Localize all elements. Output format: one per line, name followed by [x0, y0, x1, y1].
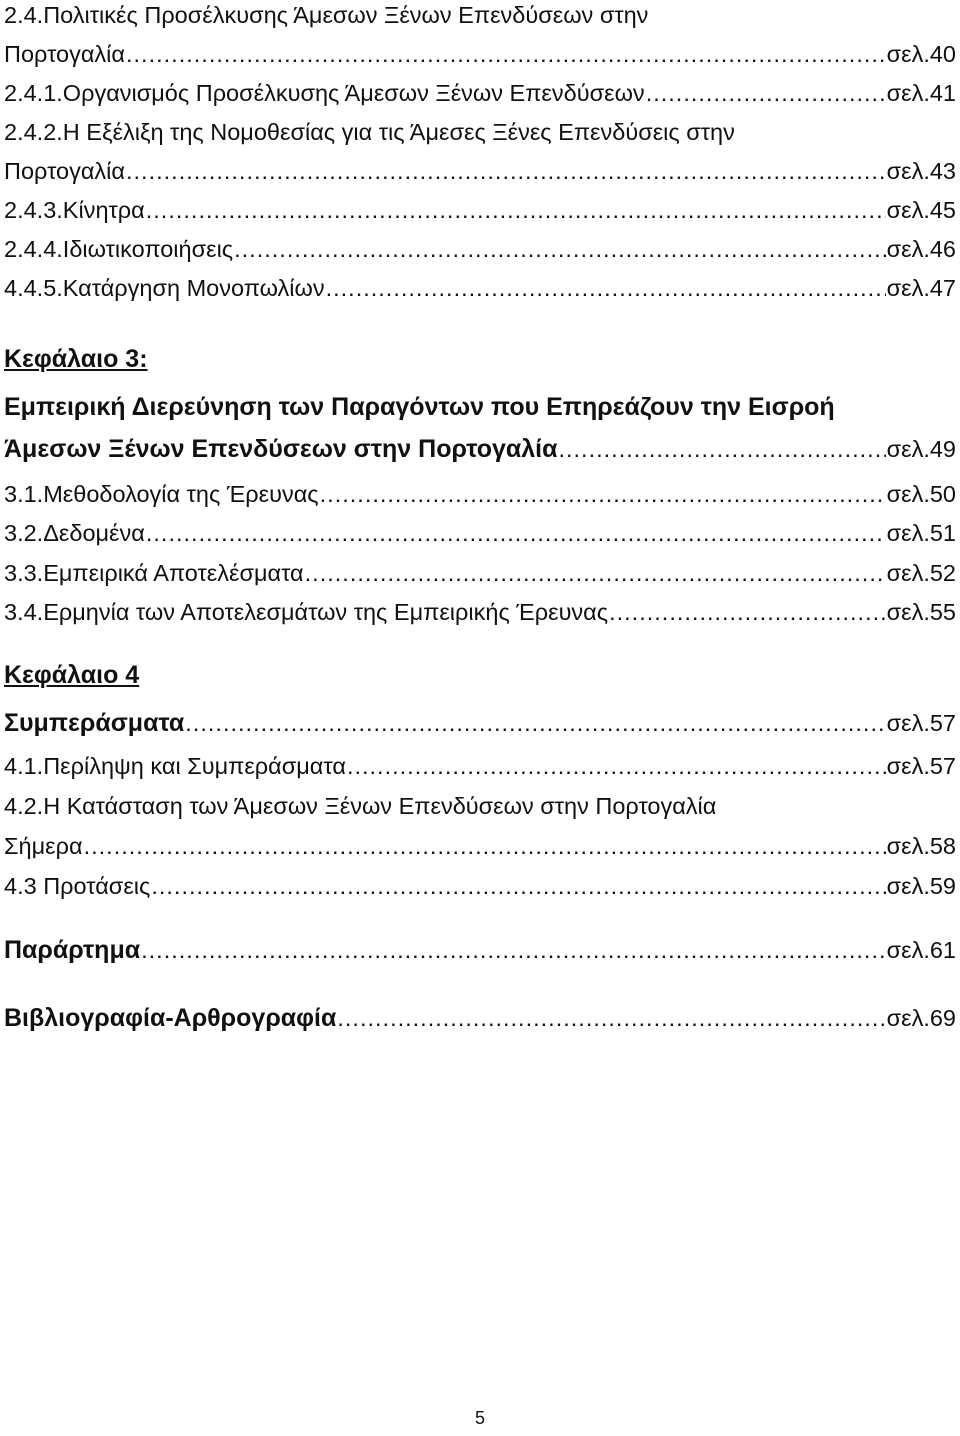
dot-leader	[558, 434, 885, 464]
dot-leader	[151, 871, 885, 901]
chapter-4-title-entry	[4, 708, 956, 738]
dot-leader	[305, 558, 886, 588]
toc-entry-page: σελ.41	[886, 80, 956, 106]
appendix-title: Παράρτημα	[4, 936, 141, 964]
dot-leader	[126, 156, 886, 186]
toc-entry-page: σελ.40	[886, 41, 956, 67]
chapter-4-heading: Κεφάλαιο 4	[4, 661, 140, 689]
toc-entry-page: σελ.46	[886, 236, 956, 262]
toc-entry	[4, 558, 956, 588]
toc-entry	[4, 751, 956, 781]
appendix-entry	[4, 935, 956, 965]
toc-entry-page: σελ.58	[886, 833, 956, 859]
toc-entry-text: 2.4.Πολιτικές Προσέλκυσης Άμεσων Ξένων Επενδύσεων στην	[4, 2, 649, 28]
chapter-3-title-entry	[4, 434, 956, 464]
toc-entry	[4, 117, 956, 147]
toc-entry-text: 2.4.4.Ιδιωτικοποιήσεις	[4, 236, 234, 262]
chapter-3-title: Εμπειρική Διερεύνηση των Παραγόντων που Επηρεάζουν την Εισροή	[4, 393, 835, 421]
toc-entry-page: σελ.59	[886, 873, 956, 899]
toc-entry	[4, 479, 956, 509]
toc-entry-text: 3.4.Ερμηνία των Αποτελεσμάτων της Εμπειρικής Έρευνας	[4, 599, 609, 625]
toc-entry-text: Πορτογαλία	[4, 41, 125, 67]
dot-leader	[337, 1003, 885, 1033]
toc-entry	[4, 791, 956, 821]
toc-entry-text: 4.4.5.Κατάργηση Μονοπωλίων	[4, 275, 325, 301]
toc-entry-page: σελ.50	[886, 481, 956, 507]
toc-entry-page: σελ.57	[886, 710, 956, 736]
dot-leader	[185, 708, 885, 738]
dot-leader	[146, 195, 886, 225]
chapter-4-title: Συμπεράσματα	[4, 709, 185, 737]
dot-leader	[126, 39, 886, 69]
toc-entry-text: 4.3 Προτάσεις	[4, 873, 151, 899]
dot-leader	[84, 831, 886, 861]
dot-leader	[347, 751, 886, 781]
toc-entry-text: 2.4.1.Οργανισμός Προσέλκυσης Άμεσων Ξένων Επενδύσεων	[4, 80, 645, 106]
toc-entry	[4, 195, 956, 225]
toc-entry-page: σελ.69	[886, 1005, 956, 1031]
toc-entry-text: 3.3.Εμπειρικά Αποτελέσματα	[4, 560, 304, 586]
toc-entry-page: σελ.49	[886, 436, 956, 462]
dot-leader	[234, 234, 885, 264]
toc-entry-text: 2.4.2.Η Εξέλιξη της Νομοθεσίας για τις Άμεσες Ξένες Επενδύσεις στην	[4, 119, 735, 145]
bibliography-entry	[4, 1003, 956, 1033]
toc-entry	[4, 871, 956, 901]
chapter-3-heading: Κεφάλαιο 3:	[4, 345, 148, 373]
toc-entry	[4, 78, 956, 108]
dot-leader	[646, 78, 886, 108]
toc-entry	[4, 597, 956, 627]
bibliography-title: Βιβλιογραφία-Αρθρογραφία	[4, 1004, 337, 1032]
toc-entry-text: Πορτογαλία	[4, 158, 125, 184]
page-number: 5	[474, 1408, 485, 1428]
toc-entry-text: 4.2.Η Κατάσταση των Άμεσων Ξένων Επενδύσεων στην Πορτογαλία	[4, 793, 717, 819]
toc-entry-page: σελ.55	[886, 599, 956, 625]
chapter-3-title-cont: Άμεσων Ξένων Επενδύσεων στην Πορτογαλία	[4, 435, 558, 463]
toc-entry-page: σελ.45	[886, 197, 956, 223]
toc-entry	[4, 518, 956, 548]
toc-entry-text: 3.1.Μεθοδολογία της Έρευνας	[4, 481, 319, 507]
toc-entry-text: 3.2.Δεδομένα	[4, 520, 145, 546]
toc-entry-page: σελ.43	[886, 158, 956, 184]
dot-leader	[326, 273, 886, 303]
toc-entry-text: 2.4.3.Κίνητρα	[4, 197, 145, 223]
toc-entry-page: σελ.61	[886, 937, 956, 963]
toc-entry-page: σελ.51	[886, 520, 956, 546]
toc-entry	[4, 0, 956, 30]
toc-entry-page: σελ.47	[886, 275, 956, 301]
toc-entry	[4, 831, 956, 861]
toc-entry-page: σελ.57	[886, 753, 956, 779]
toc-entry-text: 4.1.Περίληψη και Συμπεράσματα	[4, 753, 346, 779]
dot-leader	[141, 935, 885, 965]
toc-entry	[4, 234, 956, 264]
toc-entry	[4, 273, 956, 303]
toc-entry	[4, 156, 956, 186]
dot-leader	[320, 479, 886, 509]
toc-entry	[4, 39, 956, 69]
dot-leader	[146, 518, 886, 548]
dot-leader	[609, 597, 886, 627]
toc-entry-page: σελ.52	[886, 560, 956, 586]
toc-entry-text: Σήμερα	[4, 833, 83, 859]
